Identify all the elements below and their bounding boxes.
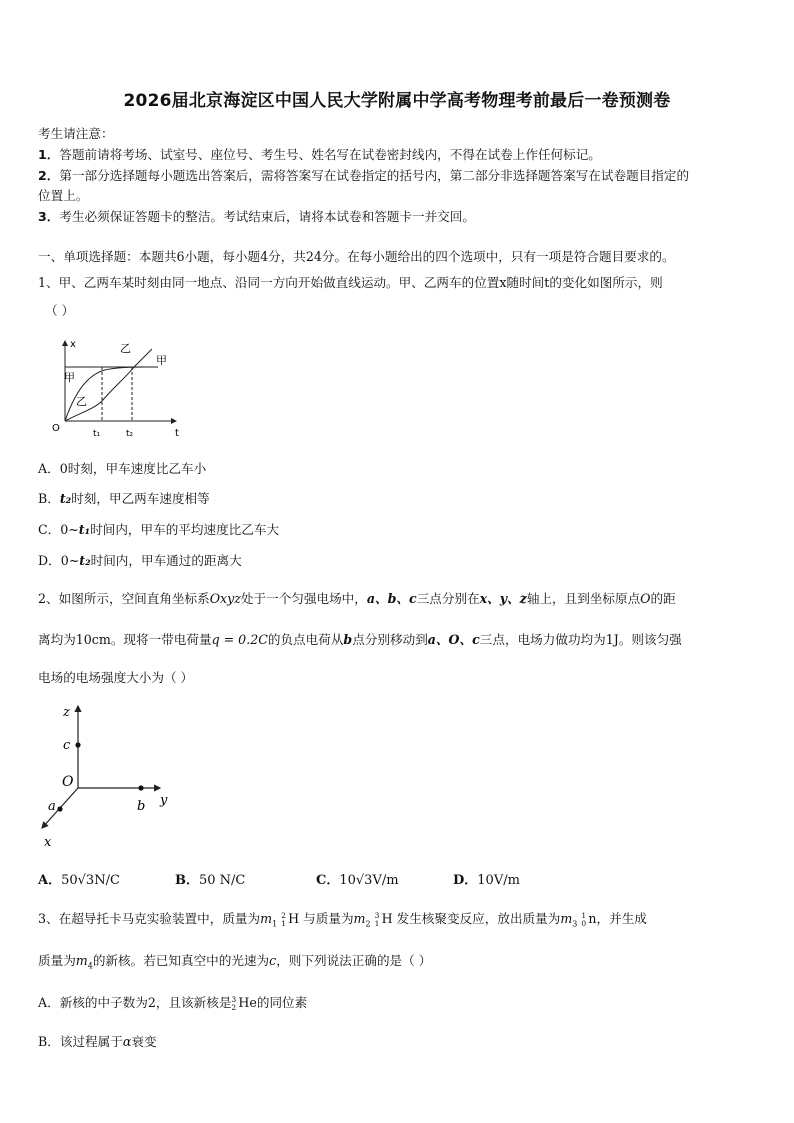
t2-label: t₂ [126,429,134,439]
c-label: c [63,738,71,753]
t-axis-label: t [175,428,179,439]
mass-number: 3 [231,994,237,1004]
text: 轴上，且到坐标原点 [526,591,641,606]
element-symbol: H [288,911,300,926]
notice-item-text: 第一部分选择题每小题选出答案后，需将答案写在试卷指定的括号内，第二部分非选择题答案写在试卷题目指定的 [59,168,690,183]
a-label: a [48,799,56,814]
jia-left-label: 甲 [64,371,75,384]
option-variable: t₁ [78,522,91,537]
element-symbol: n [588,911,597,926]
q1-option-d [38,550,242,569]
math: c [269,953,277,968]
neutron-nuclide [581,910,588,928]
notice-item-text: 答题前请将考场、试室号、座位号、考生号、姓名写在试卷密封线内，不得在试卷上作任何标记。 [59,147,601,162]
math: m [560,911,573,926]
text: 3、在超导托卡马克实验装置中，质量为 [38,911,261,926]
math: q = 0.2C [211,632,268,647]
O-label: O [62,774,74,790]
text: 点分别移动到 [352,632,428,647]
mass-number: 3 [374,910,380,920]
atomic-number: 0 [581,918,587,928]
math: m [75,953,88,968]
option-label: C． [316,873,340,888]
yi-mid-label: 乙 [76,395,87,408]
notice-item-2 [38,165,689,184]
q3-option-b [38,1031,157,1050]
x-label: x [44,835,52,850]
text: 。则该匀强 [618,632,682,647]
helium-nuclide [231,994,238,1012]
notice-item-number: 2． [38,168,60,183]
math: m [260,911,273,926]
text: 处于一个匀强电场中， [240,591,367,606]
math-subscript: 2 [365,919,371,929]
math: Oxyz [209,591,241,606]
option-value: 10V/m [477,873,520,888]
text: 质量为 [38,953,76,968]
yi-curve [65,367,155,421]
notice-item-number: 3． [38,209,60,224]
option-text: A．新核的中子数为2，且该新核是 [38,995,232,1010]
q1-option-a: A．0时刻，甲车速度比乙车小 [38,461,207,476]
q2-option-c [316,869,399,888]
y-label: y [160,793,168,808]
math-subscript: 4 [87,961,93,971]
q2-option-d [453,869,520,888]
text: 2、如图所示，空间直角坐标系 [38,591,210,606]
option-label: D． [453,873,478,888]
option-label: B． [38,491,60,506]
math: O [640,591,651,606]
origin-label: O [52,423,60,434]
option-variable: t₂ [59,491,72,506]
q1-option-c [38,519,279,538]
atomic-number: 1 [281,918,286,928]
q2-stem-line-1 [38,588,676,607]
text: 三点，电场力做功均为 [479,632,606,647]
option-label: D．0~ [38,553,80,568]
notice-item-1 [38,144,601,163]
q2-stem-line-2 [38,629,682,648]
text: ，则下列说法正确的是（ ） [276,953,432,968]
math: 1J [605,632,619,647]
option-value: 50√3N/C [61,873,120,888]
option-label: C．0~ [38,522,79,537]
tritium-nuclide [374,910,382,928]
mass-number: 1 [581,910,587,920]
q1-bracket: （ ） [45,303,75,318]
math: a、O、c [427,632,480,647]
text: ，并生成 [596,911,647,926]
text: 。现将一带电荷量 [110,632,212,647]
option-label: B． [175,873,199,888]
q2-option-a [38,869,120,888]
option-text: 的同位素 [256,995,308,1010]
math-subscript: 3 [572,919,578,929]
math: x、y、z [479,591,527,606]
math: a、b、c [366,591,417,606]
q1-option-b [38,488,210,507]
notice-item-text: 考生必须保证答题卡的整洁。考试结束后，请将本试卷和答题卡一并交回。 [59,209,475,224]
math: m [353,911,366,926]
x-axis-label: x [70,339,76,350]
option-value: 50 N/C [199,873,246,888]
math-subscript: 1 [272,919,278,929]
q3-stem-line-1 [38,908,647,929]
element-symbol: He [238,995,257,1010]
deuterium-nuclide [281,910,288,928]
element-symbol: H [381,911,393,926]
text: 的新核。若已知真空中的光速为 [92,953,270,968]
atomic-number: 2 [231,1002,237,1012]
jia-right-label: 甲 [156,354,167,367]
z-label: z [63,705,70,720]
notice-item-number: 1． [38,147,60,162]
t1-label: t₁ [93,429,101,439]
q2-coordinate-diagram [36,700,186,850]
q3-option-a [38,992,307,1011]
math: 10cm [75,632,111,647]
q2-stem-line-3: 电场的电场强度大小为（ ） [38,670,194,685]
math: α [122,1034,132,1049]
yi-s-curve [65,349,152,421]
q1-position-time-graph [50,335,190,445]
text: 与质量为 [303,911,354,926]
text: 离均为 [38,632,76,647]
notice-heading: 考生请注意： [38,126,114,141]
text: 的距 [650,591,676,606]
option-variable: t₂ [79,553,91,568]
option-label: A． [38,873,62,888]
option-text: 时间内，甲车的平均速度比乙车大 [90,522,280,537]
text: 发生核聚变反应，放出质量为 [396,911,561,926]
q2-option-b [175,869,245,888]
option-text: 时刻，甲乙两车速度相等 [71,491,210,506]
q3-stem-line-2 [38,950,431,971]
yi-top-label: 乙 [120,342,131,355]
point-c [75,742,80,747]
notice-item-3 [38,206,475,225]
text: 的负点电荷从 [267,632,344,647]
text: 三点分别在 [416,591,480,606]
option-text: 衰变 [131,1034,157,1049]
option-value: 10√3V/m [339,873,399,888]
math: b [343,632,353,647]
point-a [57,806,62,811]
atomic-number: 1 [374,918,380,928]
section-heading: 一、单项选择题：本题共6小题，每小题4分，共24分。在每小题给出的四个选项中，只有一项是符合题目要求的。 [38,249,675,264]
option-text: 时间内，甲车通过的距离大 [90,553,242,568]
mass-number: 2 [281,910,286,920]
option-text: B．该过程属于 [38,1034,123,1049]
page-title: 2026届北京海淀区中国人民大学附属中学高考物理考前最后一卷预测卷 [123,91,671,111]
notice-item-2-cont: 位置上。 [38,188,89,203]
b-label: b [137,799,146,814]
q1-stem: 1、甲、乙两车某时刻由同一地点、沿同一方向开始做直线运动。甲、乙两车的位置x随时间t的变化如图所示，则 [38,275,663,290]
point-b [138,785,143,790]
